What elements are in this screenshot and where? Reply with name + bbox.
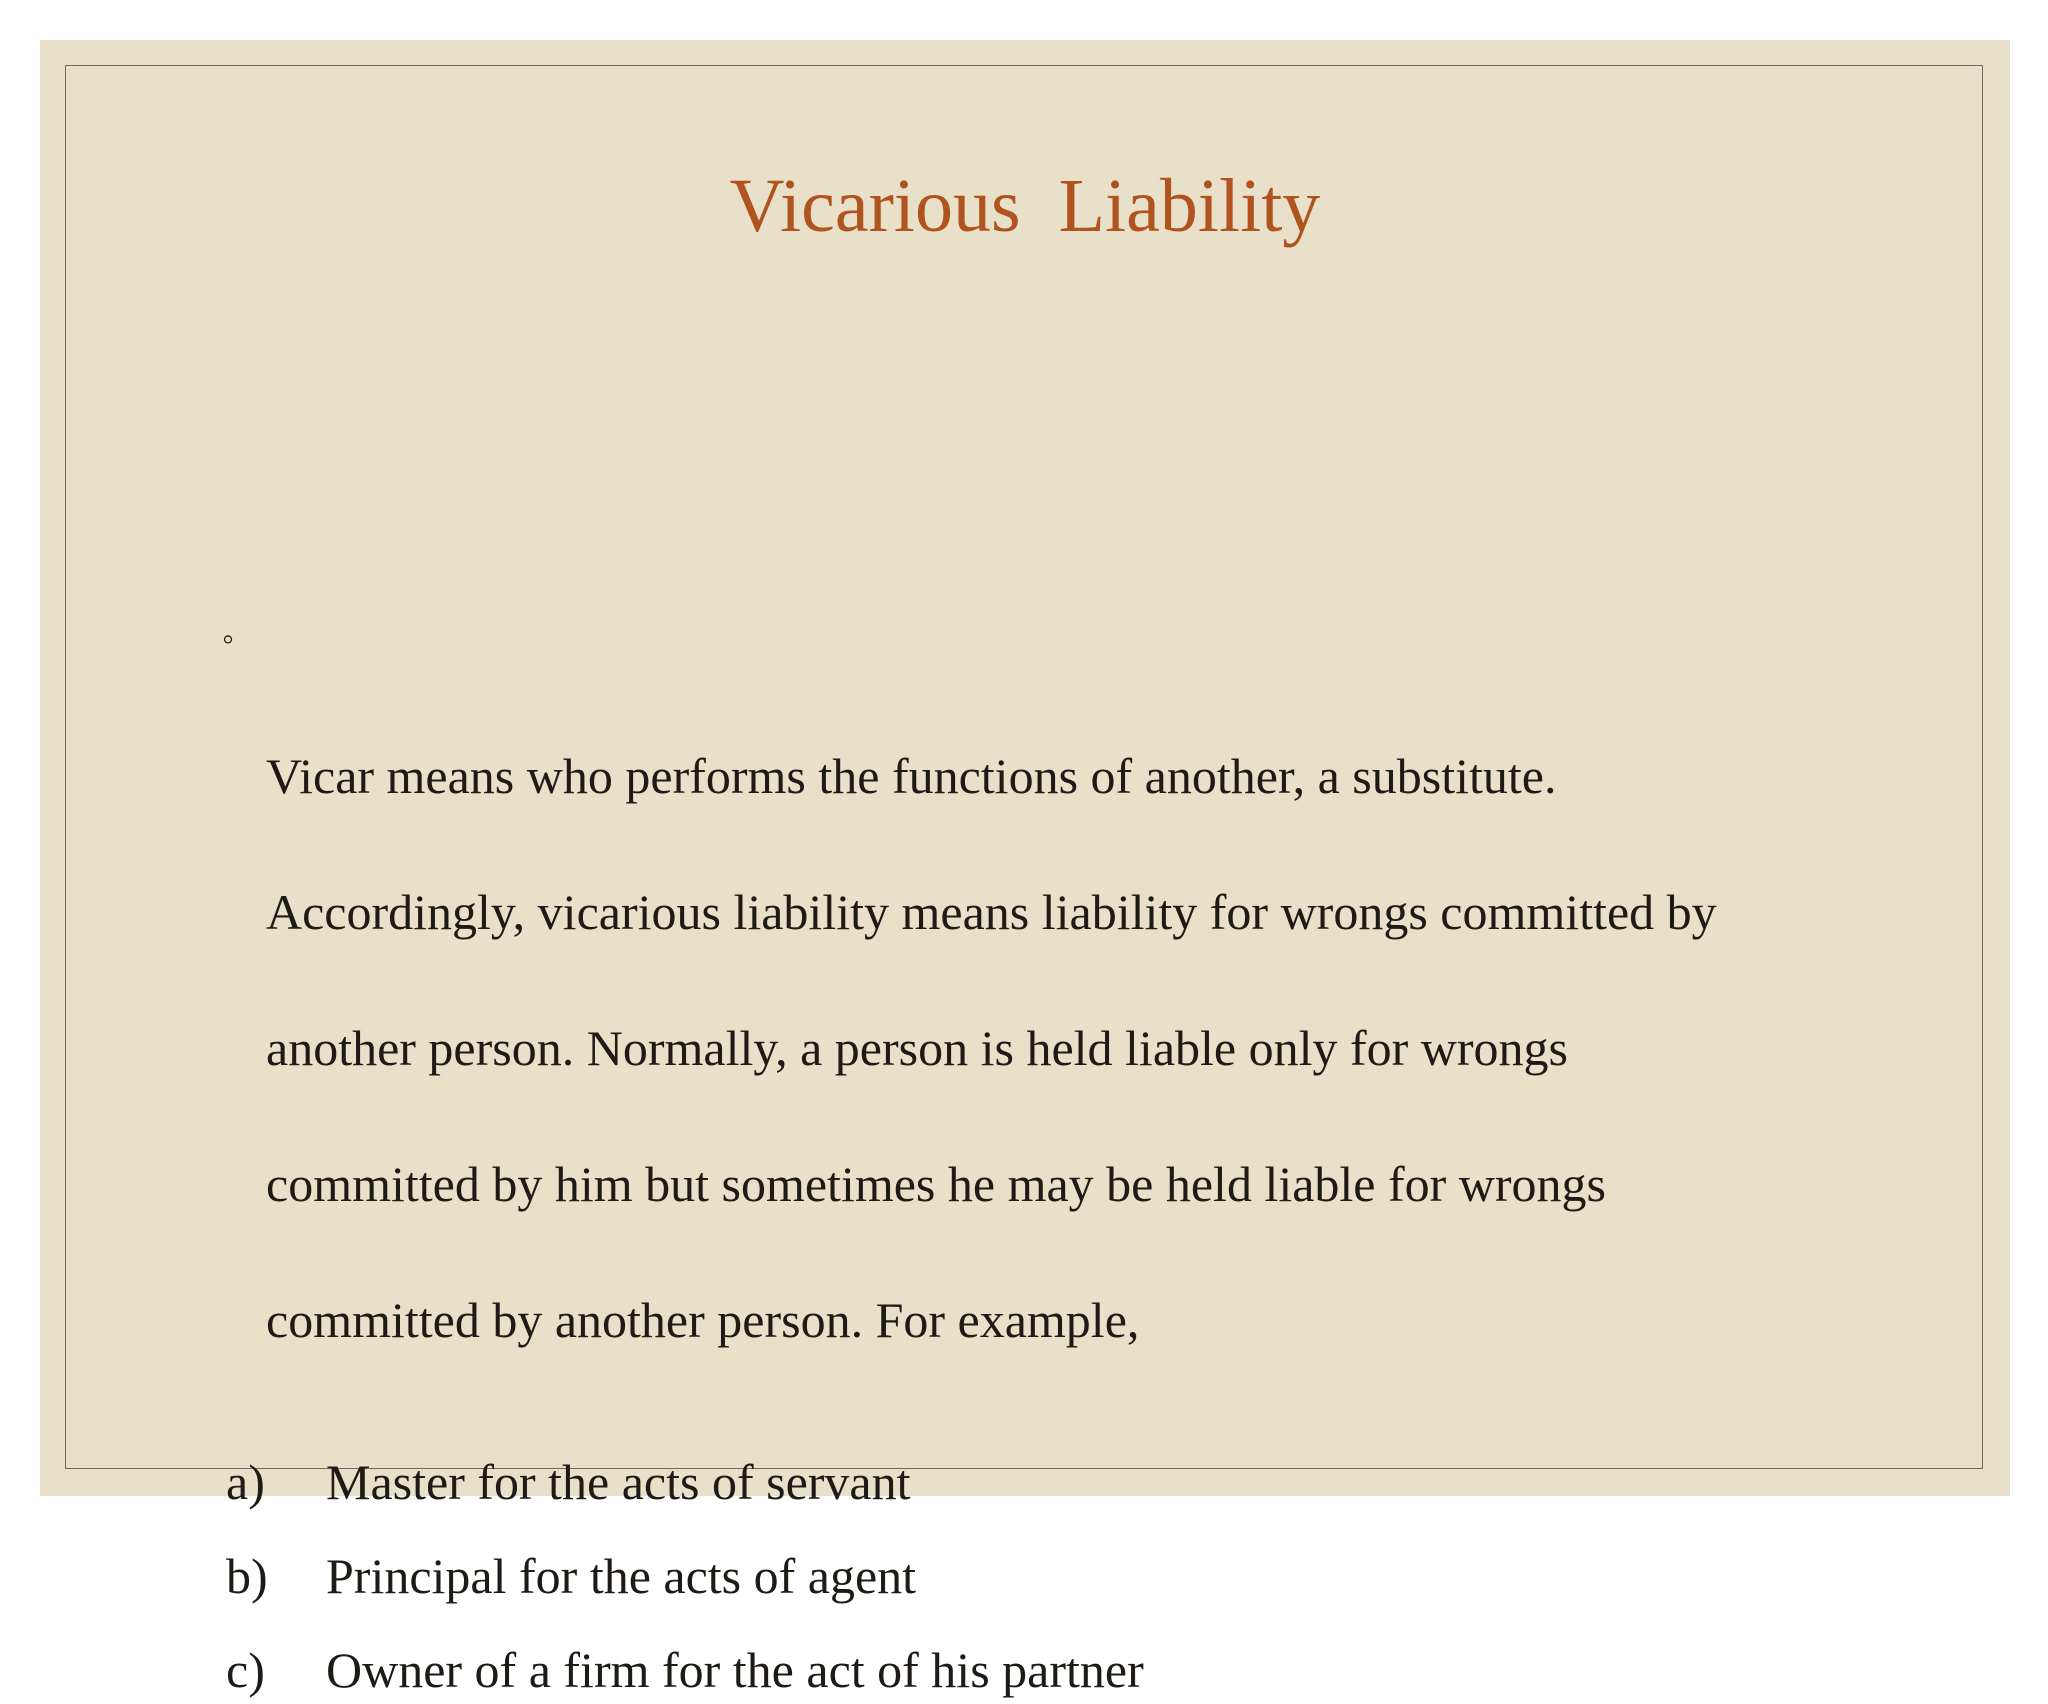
list-item-text: Owner of a firm for the act of his partner [326, 1642, 1144, 1698]
list-marker: b) [226, 1548, 268, 1604]
bullet-circle-icon: ◦ [222, 621, 235, 658]
list-item-text: Principal for the acts of agent [326, 1548, 917, 1604]
list-item [226, 1636, 1866, 1704]
list-item-text: Master for the acts of servant [326, 1454, 911, 1510]
slide [40, 40, 2010, 1698]
slide-title: Vicarious Liability [729, 164, 1321, 248]
list-marker: a) [226, 1454, 265, 1510]
paragraph-line: another person. Normally, a person is held liable only for wrongs [266, 1020, 1569, 1076]
list-item [226, 1542, 1866, 1610]
paragraph-line: Accordingly, vicarious liability means liability for wrongs committed by [266, 884, 1717, 940]
paragraph-line: Vicar means who performs the functions of another, a substitute. [266, 748, 1557, 804]
list-item [226, 1448, 1866, 1516]
paragraph-line: committed by another person. For example, [266, 1292, 1140, 1348]
list-marker: c) [226, 1642, 265, 1698]
slide-body [222, 606, 1866, 1704]
bullet-paragraph [222, 606, 1866, 1422]
paragraph-line: committed by him but sometimes he may be held liable for wrongs [266, 1156, 1607, 1212]
